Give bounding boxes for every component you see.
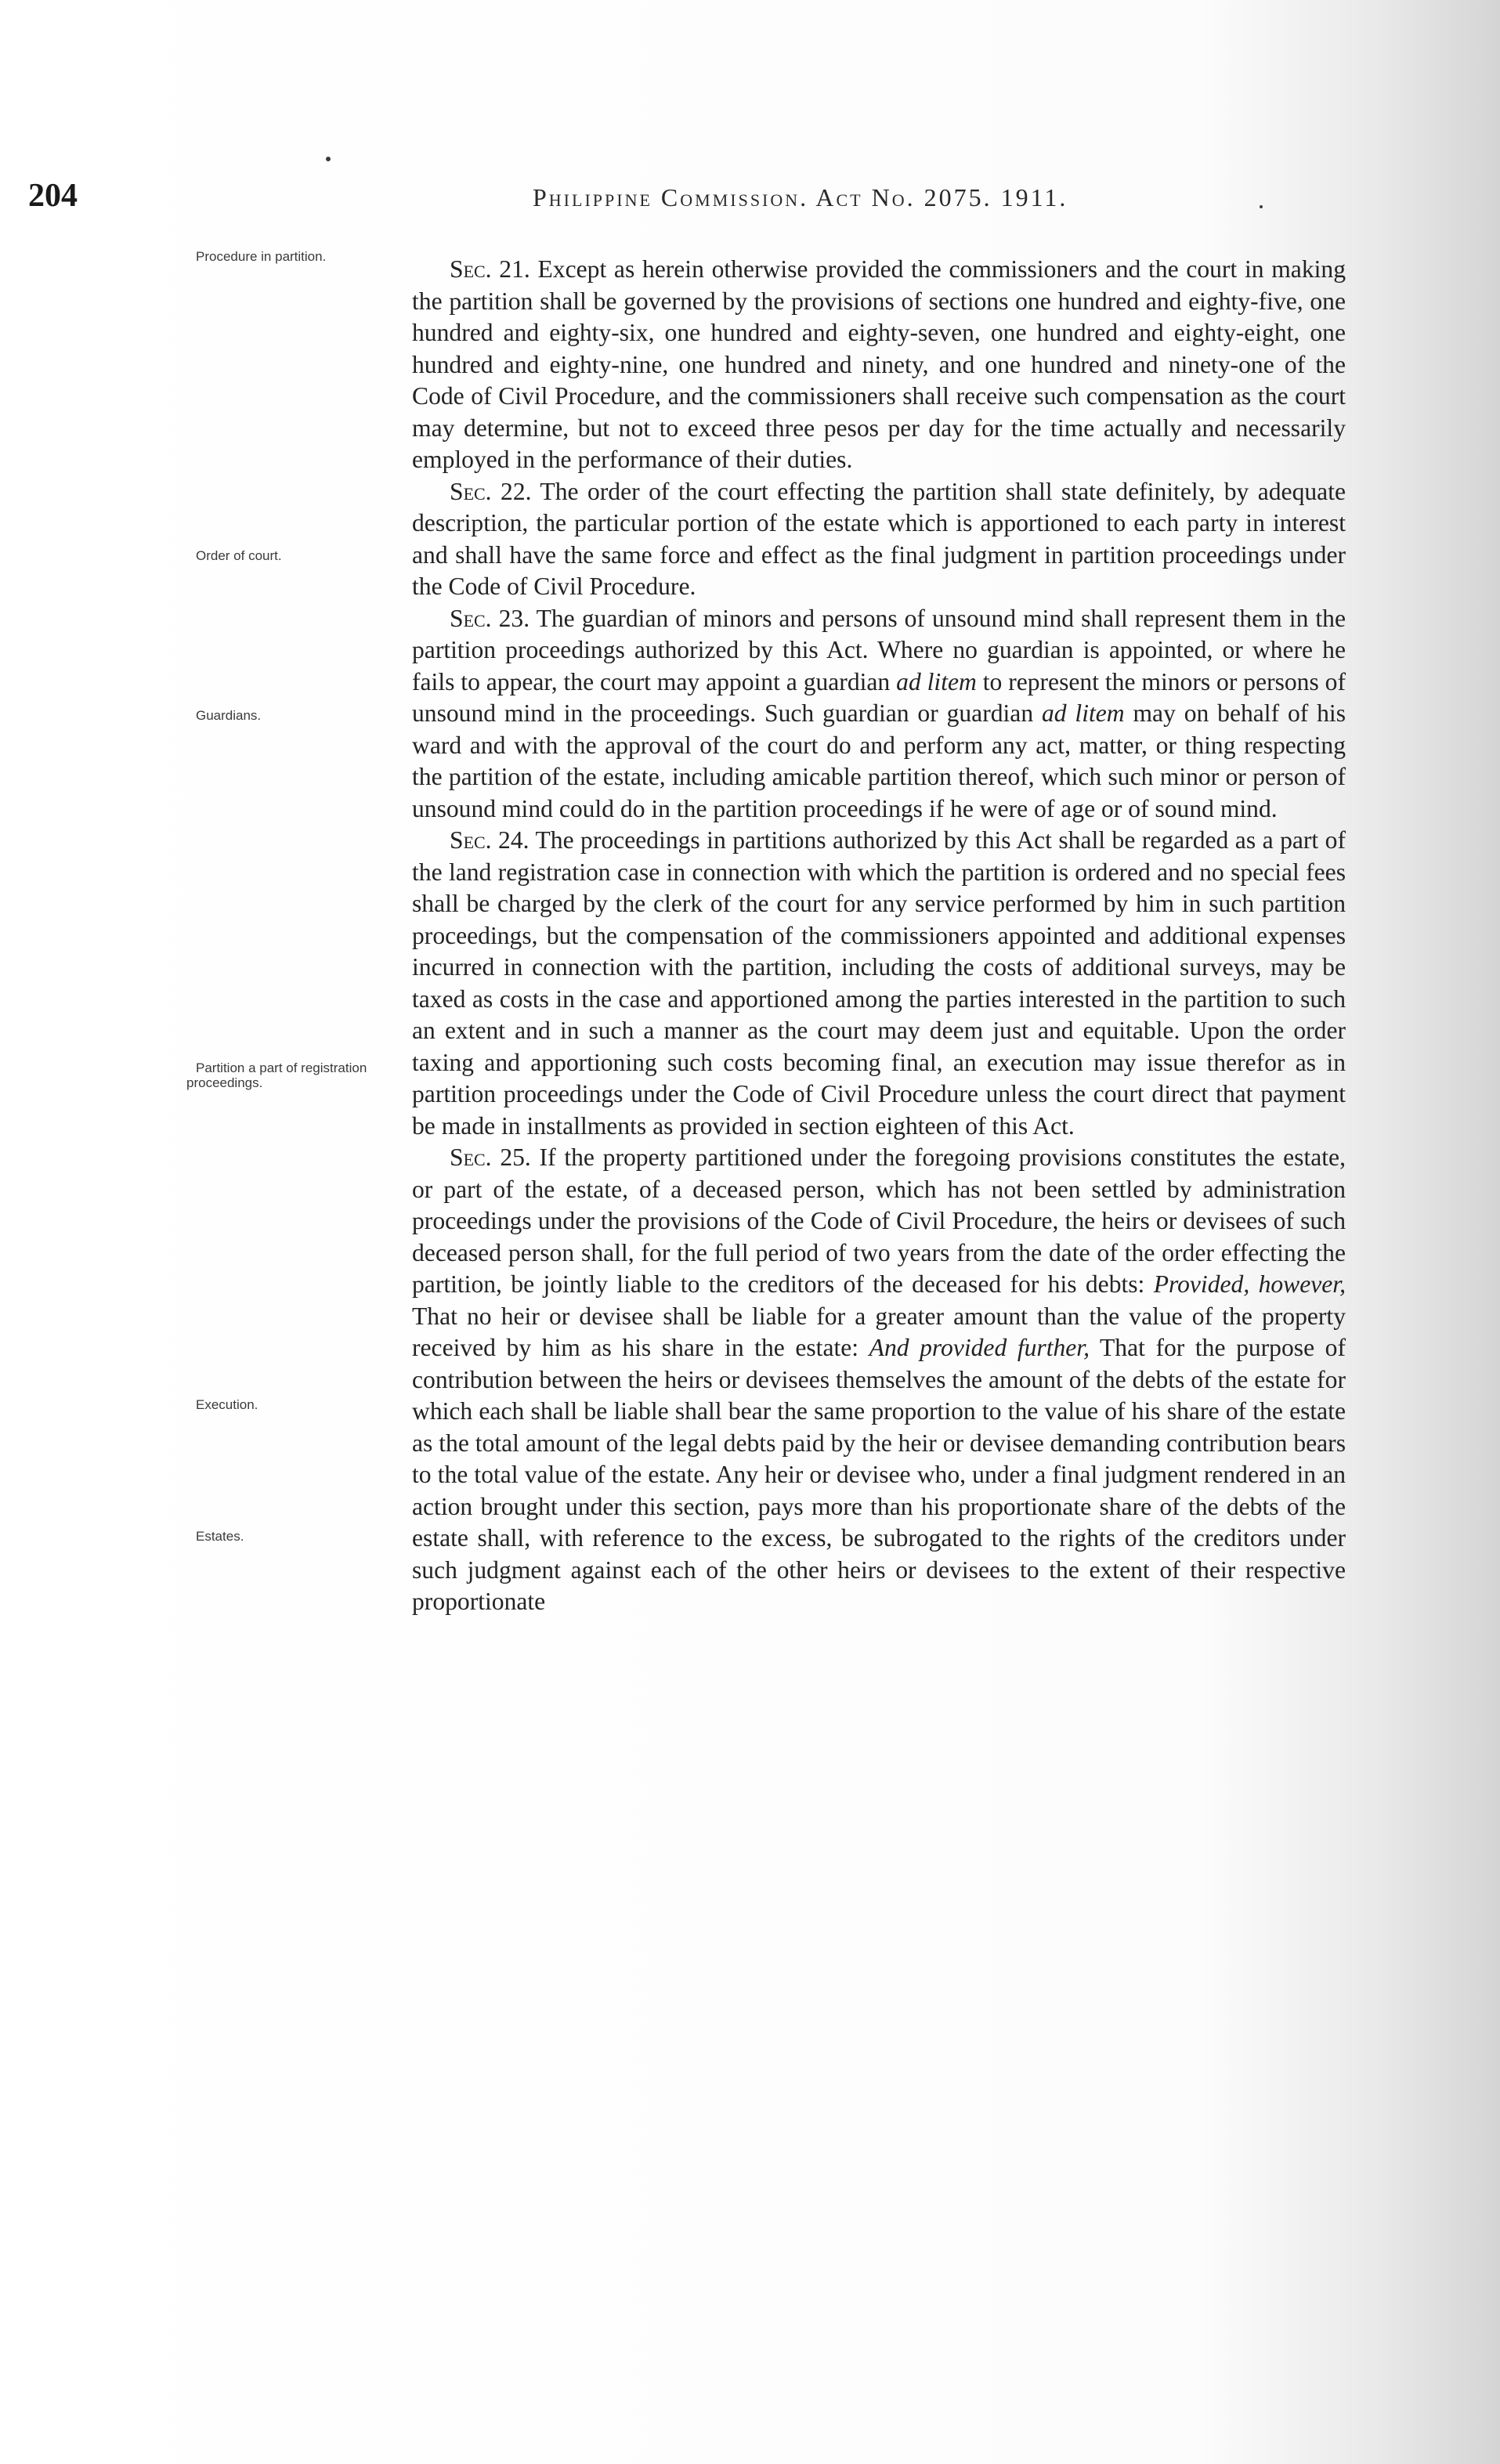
margin-note-procedure-in-partition: Procedure in partition. (196, 249, 327, 264)
italic-proviso: Provided, however, (1153, 1270, 1346, 1298)
italic-term: ad litem (896, 667, 977, 695)
section-25 (412, 1142, 1346, 1618)
margin-note-estates: Estates. (196, 1529, 244, 1544)
section-23 (412, 603, 1346, 826)
ink-speck-mark (326, 157, 331, 161)
italic-term: ad litem (1041, 699, 1125, 727)
section-text: Except as herein otherwise provided the commissioners and the court in making the partition shall be governed by the provisions of sections one hundred and eighty-five, one hundred and eighty-six, one hundred and eighty-seven, one hundred and eighty-eight, one hundred and eighty-nine, one hundred and ninety, and one hundred and ninety-one of the Code of Civil Procedure, and the commissioners shall receive such compensation as the court may determine, but not to exceed three pesos per day for the time actually and necessarily employed in the performance of their duties. (412, 255, 1346, 473)
section-label: Sec. 21. (450, 255, 530, 283)
section-text: to represent the minors or persons of unsound mind in the proceedings. Such guardian or guardian (412, 667, 1346, 727)
section-text: If the property partitioned under the foregoing provisions constitutes the estate, or part of the estate, of a deceased person, which has not been settled by administration proceedings under the provisions of the Code of Civil Procedure, the heirs or devisees of such deceased person shall, for the full period of two years from the date of the order effecting the partition, be jointly liable to the creditors of the deceased for his debts: (412, 1143, 1346, 1298)
section-text: The order of the court effecting the partition shall state definitely, by adequate description, the particular portion of the estate which is apportioned to each party in interest and shall have the same force and effect as the final judgment in partition proceedings under the Code of Civil Procedure. (412, 477, 1346, 600)
section-label: Sec. 22. (450, 477, 532, 505)
italic-proviso: And provided further, (869, 1334, 1090, 1361)
running-head: Philippine Commission. Act No. 2075. 1911. (533, 183, 1068, 211)
section-text: The guardian of minors and persons of unsound mind shall represent them in the partition proceedings authorized by this Act. Where no guardian is appointed, or where he fails to appear, the court may appoint a guardian (412, 604, 1346, 695)
section-24 (412, 825, 1346, 1142)
section-text: That no heir or devisee shall be liable for a greater amount than the value of the property received by him as his share in the estate: (412, 1302, 1346, 1361)
section-21 (412, 254, 1346, 476)
section-text: may on behalf of his ward and with the approval of the court do and perform any act, matter, or thing respecting the partition of the estate, including amicable partition thereof, which such minor or person of unsound mind could do in the partition proceedings if he were of age or of sound mind. (412, 699, 1346, 822)
ink-speck-mark (1260, 205, 1263, 208)
margin-note-execution: Execution. (196, 1397, 258, 1412)
section-label: Sec. 23. (450, 604, 530, 632)
margin-note-guardians: Guardians. (196, 708, 262, 723)
body-text (412, 254, 1346, 1618)
page-number: 204 (28, 178, 78, 214)
section-text: The proceedings in partitions authorized by this Act shall be regarded as a part of the land registration case in connection with which the partition is ordered and no special fees shall be charged by the clerk of the court for any service performed by him in such partition proceedings, but the compensation of the commissioners appointed and additional expenses incurred in connection with the partition, including the costs of additional surveys, may be taxed as costs in the case and apportioned among the parties interested in the partition to such an extent and in such a manner as the court may deem just and equitable. Upon the order taxing and apportioning such costs becoming final, an execution may issue therefor as in partition proceedings under the Code of Civil Procedure unless the court direct that payment be made in installments as provided in section eighteen of this Act. (412, 826, 1346, 1140)
section-22 (412, 476, 1346, 603)
section-label: Sec. 24. (450, 826, 530, 854)
section-text: That for the purpose of contribution between the heirs or devisees themselves the amount of the debts of the estate for which each shall be liable shall bear the same proportion to the value of his share of the estate as the total amount of the legal debts paid by the heir or devisee demanding contribution bears to the total value of the estate. Any heir or devisee who, under a final judgment rendered in an action brought under this section, pays more than his proportionate share of the debts of the estate shall, with reference to the excess, be subrogated to the rights of the creditors under such judgment against each of the other heirs or devisees to the extent of their respective proportionate (412, 1334, 1346, 1615)
margin-note-order-of-court: Order of court. (196, 548, 282, 563)
margin-note-partition-registration: Partition a part of registration proceedings. (186, 1060, 367, 1090)
section-label: Sec. 25. (450, 1143, 531, 1171)
